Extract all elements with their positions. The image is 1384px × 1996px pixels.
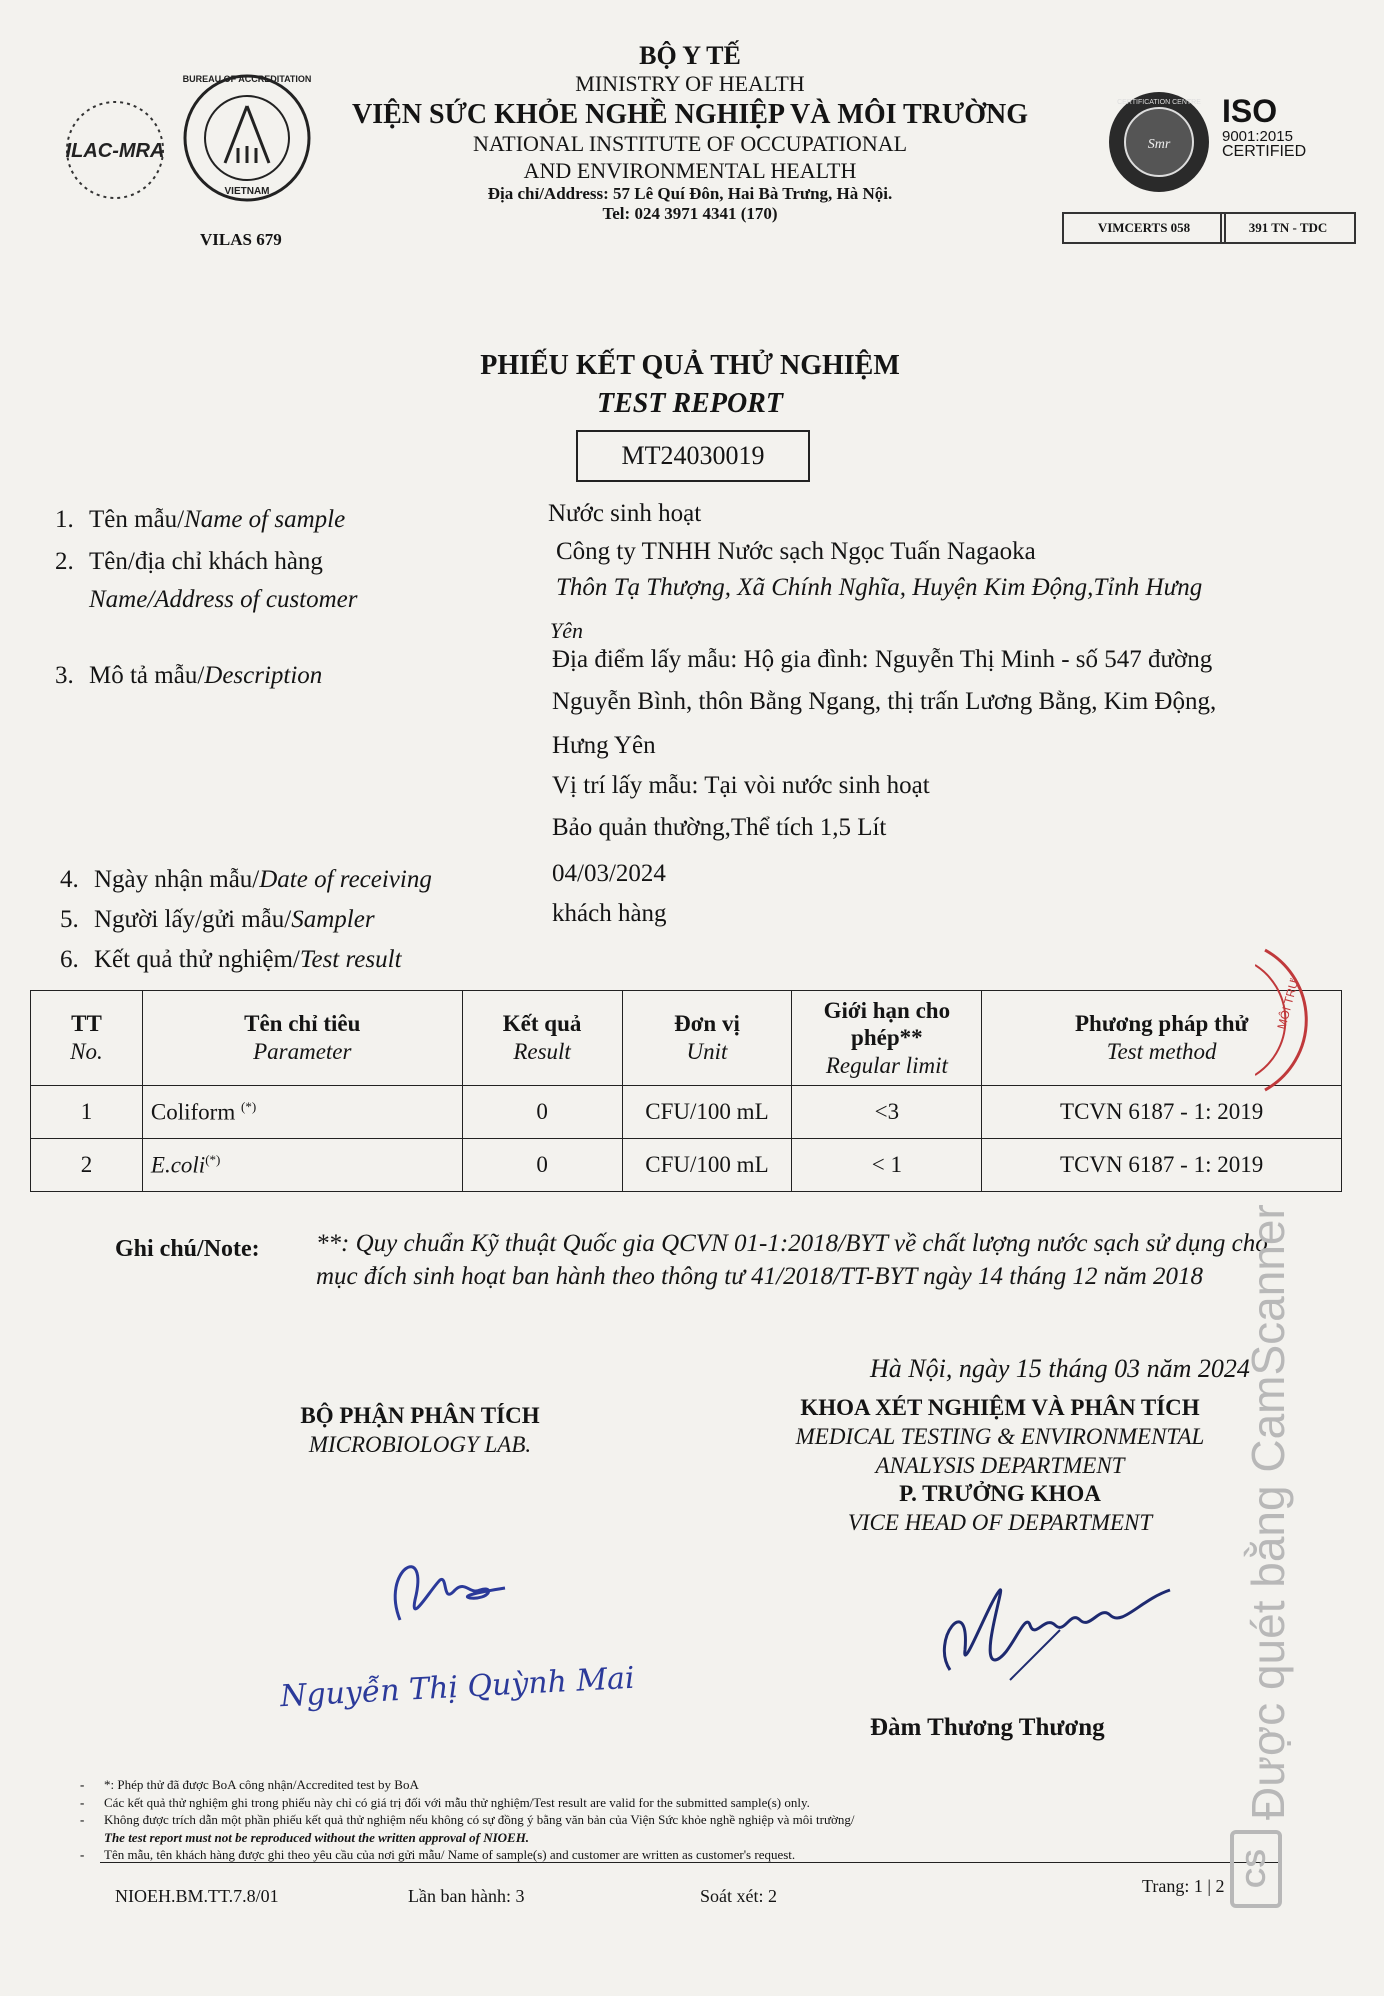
field-customer-label-en: Name/Address of customer xyxy=(89,586,358,613)
footnote-2: - Các kết quả thử nghiệm ghi trong phiếu này chỉ có giá trị đối với mẫu thử nghiệm/Test result are valid for the submitted sample(s) only. xyxy=(80,1794,1160,1812)
boa-ring-top: BUREAU OF ACCREDITATION xyxy=(182,74,312,84)
cell-unit: CFU/100 mL xyxy=(622,1139,792,1192)
boa-ring-bottom: VIETNAM xyxy=(224,186,270,197)
field-customer-name: Công ty TNHH Nước sạch Ngọc Tuấn Nagaoka xyxy=(556,538,1036,565)
right-dept-en-2: ANALYSIS DEPARTMENT xyxy=(875,1452,1125,1478)
iso-title: ISO xyxy=(1222,93,1278,129)
left-dept-en: MICROBIOLOGY LAB. xyxy=(308,1431,532,1457)
field-sampler-value: khách hàng xyxy=(552,900,667,927)
telephone: Tel: 024 3971 4341 (170) xyxy=(602,204,778,224)
iso-certified: CERTIFIED xyxy=(1222,143,1307,161)
note-label: Ghi chú/Note: xyxy=(115,1236,260,1262)
cell-method: TCVN 6187 - 1: 2019 xyxy=(982,1139,1342,1192)
right-dept-vi: KHOA XÉT NGHIỆM VÀ PHÂN TÍCH xyxy=(800,1395,1200,1420)
left-signer-name: Nguyễn Thị Quỳnh Mai xyxy=(279,1660,636,1715)
footnote-3: - Không được trích dẫn một phần phiếu kết quả thử nghiệm nếu không có sự đồng ý bằng văn bản của Viện Sức khỏe nghề nghiệp và môi trường/ xyxy=(80,1811,1160,1829)
cell-method: TCVN 6187 - 1: 2019 xyxy=(982,1086,1342,1139)
col-header-result: Kết quả Result xyxy=(462,991,622,1086)
camscanner-watermark xyxy=(1228,880,1308,1840)
cert-ring-text: CERTIFICATION CENTRE xyxy=(1117,99,1201,106)
right-dept-en-1: MEDICAL TESTING & ENVIRONMENTAL xyxy=(795,1423,1205,1449)
field-description-line-4: Vị trí lấy mẫu: Tại vòi nước sinh hoạt xyxy=(552,772,930,799)
ilac-text: ILAC-MRA xyxy=(65,140,165,162)
footnotes xyxy=(80,1776,1160,1864)
report-code: MT24030019 xyxy=(576,430,810,482)
field-description-line-3: Hưng Yên xyxy=(552,732,656,759)
issue-date: Hà Nội, ngày 15 tháng 03 năm 2024 xyxy=(870,1354,1250,1383)
signature-block-right xyxy=(740,1394,1260,1538)
cell-result: 0 xyxy=(462,1086,622,1139)
field-description-label: 3. Mô tả mẫu/Description xyxy=(55,662,323,689)
tdc-badge: 391 TN - TDC xyxy=(1220,212,1356,244)
report-title-vi: PHIẾU KẾT QUẢ THỬ NGHIỆM xyxy=(480,350,900,381)
page-number: Trang: 1 | 2 xyxy=(1142,1876,1225,1896)
field-customer-address-cont: Yên xyxy=(550,618,583,643)
note-text: **: Quy chuẩn Kỹ thuật Quốc gia QCVN 01-1:2018/BYT về chất lượng nước sạch sử dụng cho mục đích sinh hoạt ban hành theo thông tư 41/2018/TT-BYT ngày 14 tháng 12 năm 2018 xyxy=(316,1230,1268,1290)
table-row xyxy=(31,1086,1342,1139)
institute-en-2: AND ENVIRONMENTAL HEALTH xyxy=(523,157,857,183)
field-receiving-date-value: 04/03/2024 xyxy=(552,860,666,887)
cell-limit: < 1 xyxy=(792,1139,982,1192)
vilas-code: VILAS 679 xyxy=(200,230,282,249)
footnote-4: - Tên mẫu, tên khách hàng được ghi theo yêu cầu của nơi gửi mẫu/ Name of sample(s) and customer are written as customer's request. xyxy=(80,1846,1160,1864)
cell-unit: CFU/100 mL xyxy=(622,1086,792,1139)
signature-block-left xyxy=(200,1402,640,1460)
header xyxy=(330,40,1050,225)
left-dept-vi: BỘ PHẬN PHÂN TÍCH xyxy=(300,1403,540,1428)
results-table xyxy=(30,990,1342,1192)
camscanner-logo-icon: CS xyxy=(1230,1830,1282,1908)
footer-divider xyxy=(100,1862,1280,1863)
col-header-method: Phương pháp thử Test method xyxy=(982,991,1342,1086)
left-handwritten-signature xyxy=(370,1530,520,1640)
institute-vi: VIỆN SỨC KHỎE NGHỀ NGHIỆP VÀ MÔI TRƯỜNG xyxy=(352,98,1028,130)
field-customer-label: 2. Tên/địa chỉ khách hàng xyxy=(55,548,323,575)
cell-no: 1 xyxy=(31,1086,143,1139)
right-title-vi: P. TRƯỞNG KHOA xyxy=(899,1481,1101,1507)
field-receiving-date-label: 4. Ngày nhận mẫu/Date of receiving xyxy=(60,866,432,893)
col-header-unit: Đơn vị Unit xyxy=(622,991,792,1086)
cell-limit: <3 xyxy=(792,1086,982,1139)
ministry-vi: BỘ Y TẾ xyxy=(639,41,741,70)
right-signer-name: Đàm Thương Thương xyxy=(870,1714,1105,1741)
boa-vilas-logo xyxy=(180,68,315,223)
cell-parameter: E.coli(*) xyxy=(142,1139,462,1192)
report-title-en: TEST REPORT xyxy=(597,388,783,419)
cell-parameter: Coliform (*) xyxy=(142,1086,462,1139)
edition: Lần ban hành: 3 xyxy=(408,1886,525,1906)
stamp-text: MÔI TRƯ xyxy=(1274,976,1302,1031)
field-sampler-label: 5. Người lấy/gửi mẫu/Sampler xyxy=(60,906,375,933)
cell-no: 2 xyxy=(31,1139,143,1192)
review: Soát xét: 2 xyxy=(700,1886,777,1906)
right-title-en: VICE HEAD OF DEPARTMENT xyxy=(847,1510,1153,1535)
ilac-mra-logo xyxy=(60,95,170,205)
table-header-row xyxy=(31,991,1342,1086)
col-header-no: TT No. xyxy=(31,991,143,1086)
vimcerts-badge: VIMCERTS 058 xyxy=(1062,212,1226,244)
iso-mark xyxy=(1222,95,1306,161)
institute-en-1: NATIONAL INSTITUTE OF OCCUPATIONAL xyxy=(472,131,908,157)
iso-standard: 9001:2015 xyxy=(1222,127,1293,145)
svg-text:Smr: Smr xyxy=(1147,137,1171,152)
field-description-line-5: Bảo quản thường,Thể tích 1,5 Lít xyxy=(552,814,887,841)
field-test-result-label: 6. Kết quả thử nghiệm/Test result xyxy=(60,946,402,973)
cell-result: 0 xyxy=(462,1139,622,1192)
field-description-line-2: Nguyễn Bình, thôn Bằng Ngang, thị trấn Lương Bằng, Kim Động, xyxy=(552,688,1217,715)
field-sample-name-label: 1. Tên mẫu/Name of sample xyxy=(55,506,346,533)
field-description-line-1: Địa điểm lấy mẫu: Hộ gia đình: Nguyễn Thị Minh - số 547 đường xyxy=(552,646,1213,673)
right-handwritten-signature xyxy=(910,1570,1190,1690)
field-customer-address: Thôn Tạ Thượng, Xã Chính Nghĩa, Huyện Kim Động,Tỉnh Hưng xyxy=(556,574,1203,601)
col-header-limit: Giới hạn cho phép** Regular limit xyxy=(792,991,982,1086)
footnote-3-en: The test report must not be reproduced without the written approval of NIOEH. xyxy=(104,1829,530,1845)
watermark-text: Được quét bằng CamScanner xyxy=(1242,1204,1294,1820)
footnote-1: - *: Phép thử đã được BoA công nhận/Accredited test by BoA xyxy=(80,1776,1160,1794)
form-code: NIOEH.BM.TT.7.8/01 xyxy=(115,1886,279,1906)
ministry-en: MINISTRY OF HEALTH xyxy=(575,71,805,97)
table-row xyxy=(31,1139,1342,1192)
col-header-parameter: Tên chỉ tiêu Parameter xyxy=(142,991,462,1086)
field-sample-name-value: Nước sinh hoạt xyxy=(548,500,702,527)
certification-seal xyxy=(1105,88,1213,196)
address: Địa chỉ/Address: 57 Lê Quí Đôn, Hai Bà Trưng, Hà Nội. xyxy=(487,183,893,203)
